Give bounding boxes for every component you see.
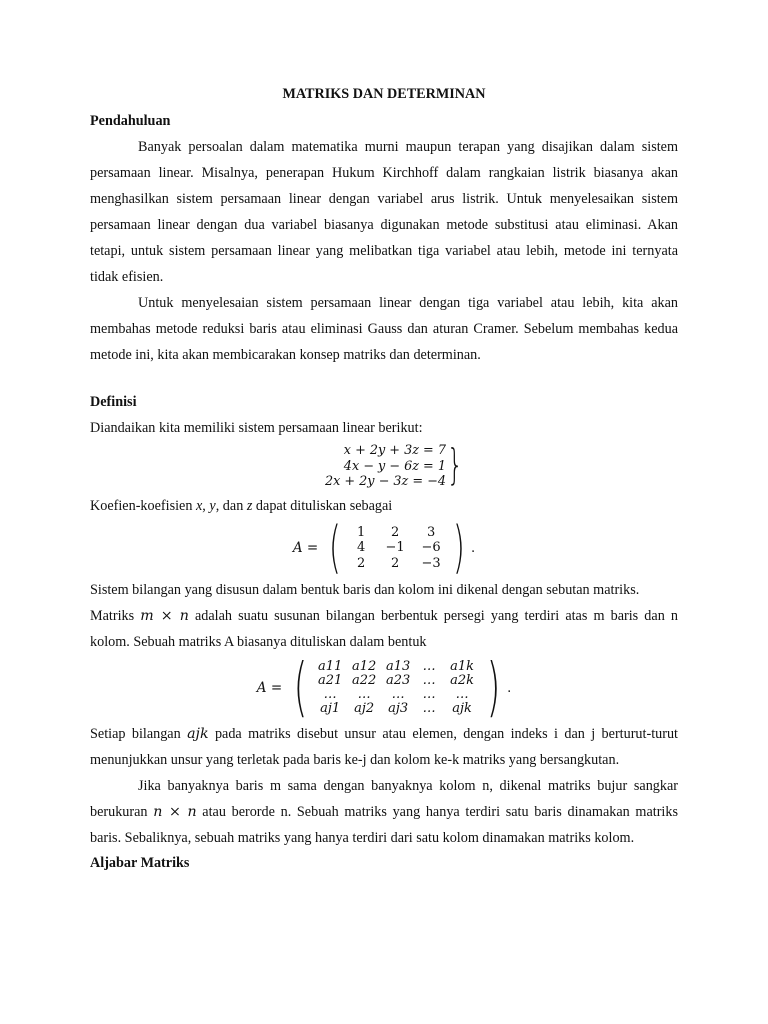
equation-system [90, 440, 678, 491]
general-cell: a22 [351, 673, 377, 688]
matrix-cell: 3 [426, 524, 436, 540]
paragraph-pendahuluan-1: Banyak persoalan dalam matematika murni maupun terapan yang disajikan dalam sistem persamaan linear. Misalnya, penerapan Hukum Kirchhoff dalam rangkaian listrik biasanya akan menghasilkan sistem persamaan linear dengan variabel arus listrik. Untuk menyelesaikan sistem persamaan linear dengan dua variabel biasanya digunakan metode substitusi atau eliminasi. Akan tetapi, untuk sistem persamaan linear yang melibatkan tiga variabel atau lebih, metode ini ternyata tidak efisien. [90, 139, 678, 285]
general-cell: … [357, 687, 371, 702]
general-cell: … [422, 673, 436, 688]
definisi-intro: Diandaikan kita memiliki sistem persamaan linear berikut: [90, 420, 423, 436]
matrix-a-grid [346, 525, 448, 572]
paragraph-bujur-sangkar: Jika banyaknya baris m sama dengan banyaknya kolom n, dikenal matriks bujur sangkar berukuran n × n atau berorde n. Sebuah matriks yang hanya terdiri satu baris dinamakan matriks baris. Sebaliknya, sebuah matriks yang hanya terdiri dari satu kolom dinamakan matriks kolom. [90, 778, 678, 846]
ajk-symbol: ajk [187, 726, 209, 742]
general-cell: … [391, 687, 405, 702]
general-cell: … [422, 687, 436, 702]
matrix-cell: 2 [390, 555, 400, 571]
general-cell: a2k [450, 673, 475, 688]
general-cell: a13 [385, 659, 411, 674]
equation-3: 2x + 2y − 3z = −4 [324, 474, 446, 489]
coefficient-matrix: A = ( 1 2 3 4 −1 −6 2 2 −3 ) . [292, 515, 476, 580]
coefficient-sentence: Koefien-koefisien x, y, dan z dapat dituliskan sebagai [90, 498, 393, 514]
document-page [90, 86, 678, 876]
general-cell: a23 [385, 673, 411, 688]
equation-1: x + 2y + 3z = 7 [343, 443, 446, 458]
general-cell: … [422, 701, 436, 716]
left-paren: ( [329, 515, 342, 580]
matrix-cell: 2 [356, 555, 366, 571]
general-cell: … [455, 687, 469, 702]
general-matrix: A = ( a11 a12 a13 … a1k a21 a22 a23 … a2k … … … … … aj1 aj2 aj3 … ajk ) . [256, 651, 512, 725]
var-x: x [195, 498, 203, 514]
matrix-cell: 1 [356, 524, 366, 540]
general-matrix-label: A = [256, 680, 283, 696]
right-brace: } [447, 440, 464, 489]
general-matrix-grid [313, 660, 481, 716]
matrix-cell: 2 [390, 524, 400, 540]
matrix-cell: −6 [421, 540, 441, 556]
nxn-symbol: n × n [153, 804, 197, 820]
paragraph-mxn: Matriks m × n adalah suatu susunan bilangan berbentuk persegi yang terdiri atas m baris dan n kolom. Sebuah matriks A biasanya dituliskan dalam bentuk [90, 608, 678, 650]
matrix-label: A = [292, 540, 319, 556]
general-cell: a21 [317, 673, 343, 688]
heading-aljabar-matriks: Aljabar Matriks [90, 855, 190, 871]
general-cell: a1k [450, 659, 475, 674]
general-cell: aj1 [320, 701, 341, 716]
general-cell: aj2 [354, 701, 375, 716]
right-paren: ) [453, 515, 466, 580]
left-paren: ( [293, 651, 308, 725]
general-cell: a12 [351, 659, 377, 674]
general-cell: … [422, 659, 436, 674]
paragraph-matriks-1: Sistem bilangan yang disusun dalam bentuk baris dan kolom ini dikenal dengan sebutan matriks. [90, 582, 640, 598]
var-z: z [246, 498, 253, 514]
heading-definisi: Definisi [90, 394, 137, 410]
matrix-cell: 4 [356, 540, 366, 556]
var-y: y [209, 498, 216, 514]
general-cell: aj3 [388, 701, 409, 716]
paragraph-pendahuluan-2: Untuk menyelesaian sistem persamaan linear dengan tiga variabel atau lebih, kita akan membahas metode reduksi baris atau eliminasi Gauss dan aturan Cramer. Sebelum membahas kedua metode ini, kita akan membicarakan konsep matriks dan determinan. [90, 295, 678, 363]
general-cell: a11 [317, 659, 343, 674]
matrix-cell: −1 [385, 540, 405, 556]
paragraph-unsur: Setiap bilangan ajk pada matriks disebut unsur atau elemen, dengan indeks i dan j berturut-turut menunjukkan unsur yang terletak pada baris ke-j dan kolom ke-k matriks yang bersangkutan. [90, 726, 678, 768]
mxn-symbol: m × n [140, 608, 189, 624]
general-cell: ajk [452, 701, 472, 716]
general-cell: … [323, 687, 337, 702]
matrix-cell: −3 [421, 555, 441, 571]
equation-2: 4x − y − 6z = 1 [343, 458, 446, 474]
right-paren: ) [486, 651, 501, 725]
heading-pendahuluan: Pendahuluan [90, 113, 171, 129]
document-title: MATRIKS DAN DETERMINAN [282, 86, 486, 102]
